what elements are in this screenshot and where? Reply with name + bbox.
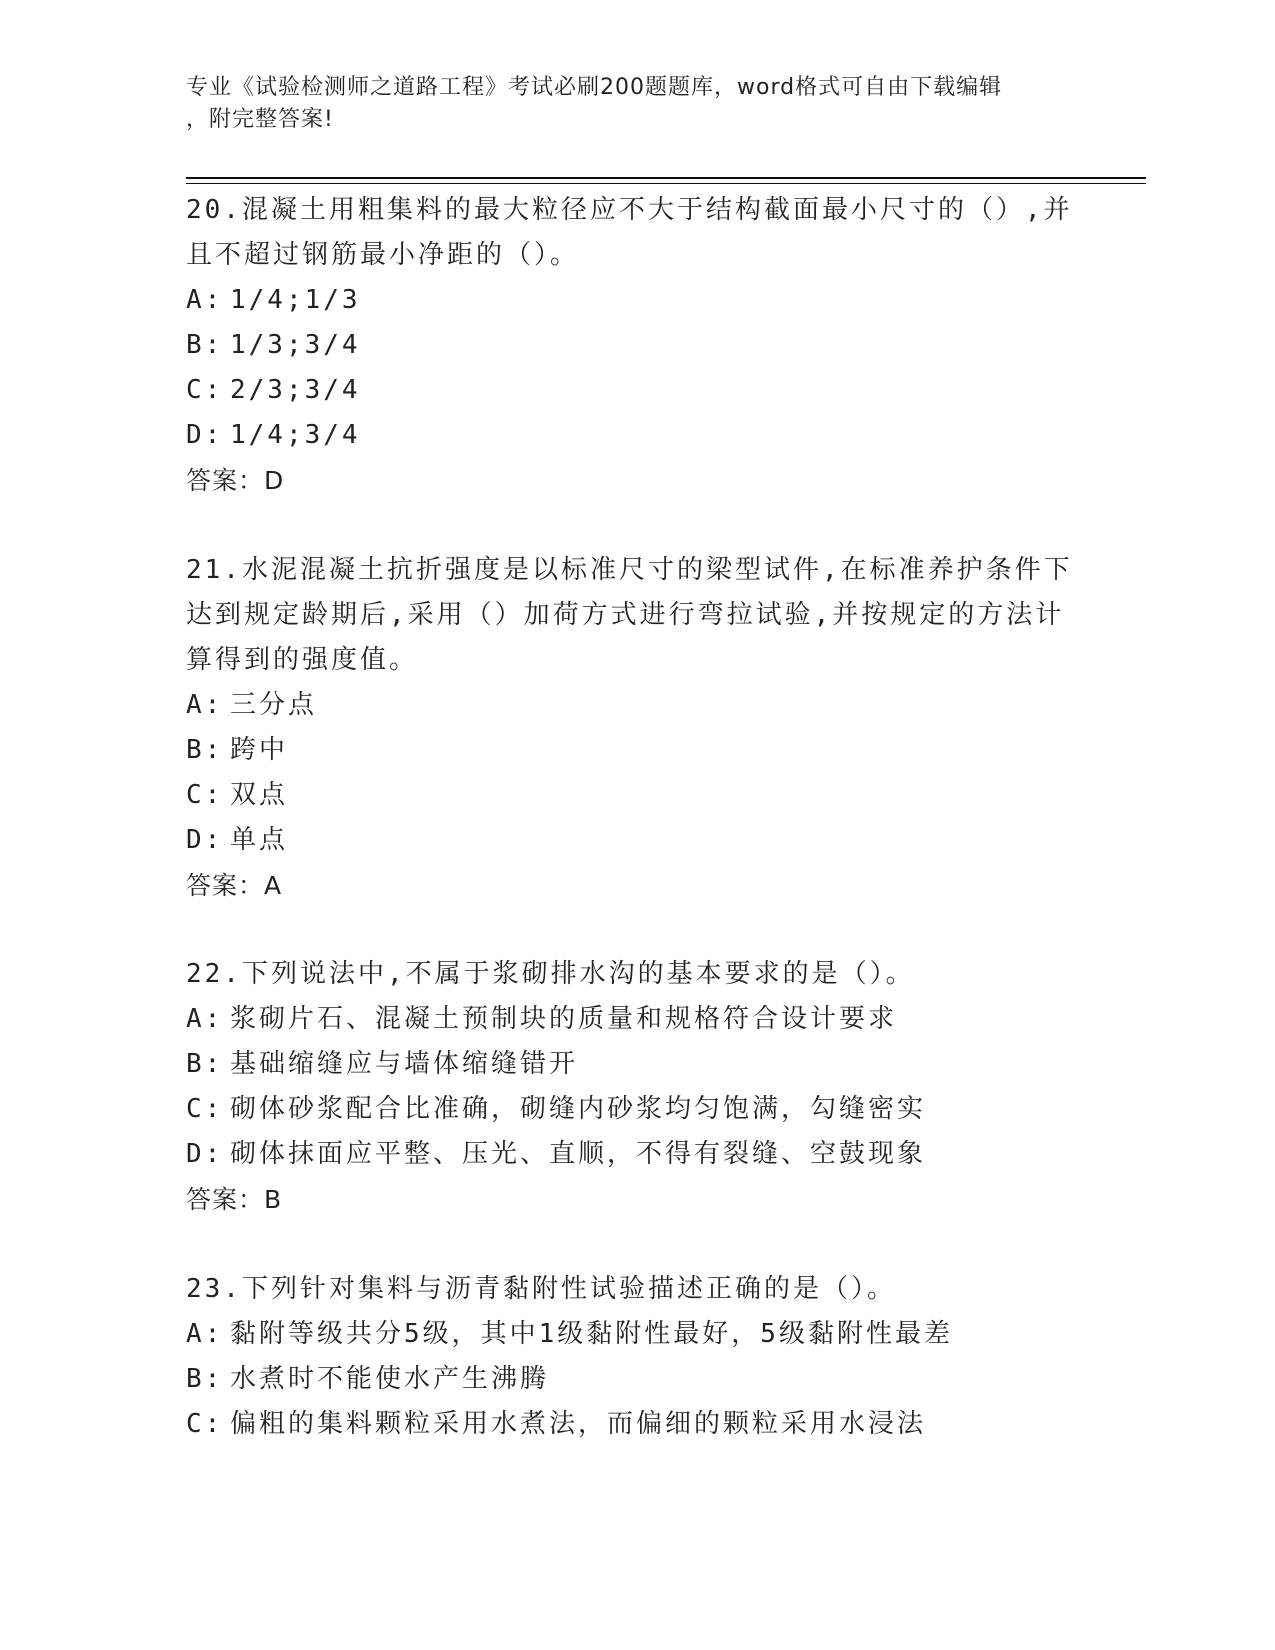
option-text: 1/4;1/3 xyxy=(230,285,361,315)
option-text: 砌体抹面应平整、压光、直顺，不得有裂缝、空鼓现象 xyxy=(230,1139,927,1169)
option-text: 1/4;3/4 xyxy=(230,420,361,450)
header-line-2: ，附完整答案! xyxy=(186,107,334,132)
header-divider-bottom xyxy=(186,183,1146,184)
answer-line: 答案：D xyxy=(186,466,285,495)
question-23 xyxy=(186,1267,1066,1447)
question-20 xyxy=(186,188,1073,503)
option-label: D: xyxy=(186,420,224,450)
question-stem-line: 23.下列针对集料与沥青黏附性试验描述正确的是（）。 xyxy=(186,1274,896,1304)
option-text: 2/3;3/4 xyxy=(230,375,361,405)
option-text: 黏附等级共分5级，其中1级黏附性最好，5级黏附性最差 xyxy=(230,1319,953,1349)
option-label: B: xyxy=(186,1364,224,1394)
option-text: 单点 xyxy=(230,825,289,855)
option-a xyxy=(186,1312,1066,1357)
option-label: A: xyxy=(186,690,224,720)
option-text: 基础缩缝应与墙体缩缝错开 xyxy=(230,1049,579,1079)
question-stem-line: 22.下列说法中,不属于浆砌排水沟的基本要求的是（）。 xyxy=(186,959,915,989)
option-d xyxy=(186,1132,1066,1177)
question-stem-line: 21.水泥混凝土抗折强度是以标准尺寸的梁型试件,在标准养护条件下 xyxy=(186,555,1073,585)
option-d xyxy=(186,818,1066,863)
question-stem-line: 且不超过钢筋最小净距的（）。 xyxy=(186,240,580,270)
option-text: 偏粗的集料颗粒采用水煮法，而偏细的颗粒采用水浸法 xyxy=(230,1409,927,1439)
option-text: 三分点 xyxy=(230,690,318,720)
question-22 xyxy=(186,952,1066,1222)
option-label: C: xyxy=(186,375,224,405)
option-c xyxy=(186,773,1066,818)
option-text: 水煮时不能使水产生沸腾 xyxy=(230,1364,550,1394)
option-text: 跨中 xyxy=(230,735,289,765)
option-label: D: xyxy=(186,825,224,855)
option-b xyxy=(186,728,1066,773)
option-c xyxy=(186,1087,1066,1132)
option-a xyxy=(186,683,1066,728)
option-label: B: xyxy=(186,330,224,360)
option-label: D: xyxy=(186,1139,224,1169)
header-divider-top xyxy=(186,177,1146,179)
option-a xyxy=(186,997,1066,1042)
option-b xyxy=(186,1357,1066,1402)
answer-line: 答案：A xyxy=(186,871,283,900)
option-label: C: xyxy=(186,780,224,810)
option-c xyxy=(186,368,1066,413)
option-a xyxy=(186,278,1066,323)
option-text: 砌体砂浆配合比准确，砌缝内砂浆均匀饱满，勾缝密实 xyxy=(230,1094,927,1124)
option-label: C: xyxy=(186,1094,224,1124)
question-stem-line: 达到规定龄期后,采用（）加荷方式进行弯拉试验,并按规定的方法计 xyxy=(186,600,1065,630)
option-text: 双点 xyxy=(230,780,289,810)
option-label: C: xyxy=(186,1409,224,1439)
question-stem-line: 20.混凝土用粗集料的最大粒径应不大于结构截面最小尺寸的（）,并 xyxy=(186,195,1073,225)
option-label: A: xyxy=(186,1004,224,1034)
option-d xyxy=(186,413,1066,458)
question-21 xyxy=(186,548,1073,908)
option-label: A: xyxy=(186,285,224,315)
question-stem-line: 算得到的强度值。 xyxy=(186,645,419,675)
answer-line: 答案：B xyxy=(186,1185,283,1214)
document-header xyxy=(186,72,1066,136)
option-text: 1/3;3/4 xyxy=(230,330,361,360)
header-line-1: 专业《试验检测师之道路工程》考试必刷200题题库，word格式可自由下载编辑 xyxy=(186,75,1003,100)
option-label: B: xyxy=(186,735,224,765)
option-label: A: xyxy=(186,1319,224,1349)
option-b xyxy=(186,1042,1066,1087)
option-b xyxy=(186,323,1066,368)
option-label: B: xyxy=(186,1049,224,1079)
option-c xyxy=(186,1402,1066,1447)
option-text: 浆砌片石、混凝土预制块的质量和规格符合设计要求 xyxy=(230,1004,898,1034)
